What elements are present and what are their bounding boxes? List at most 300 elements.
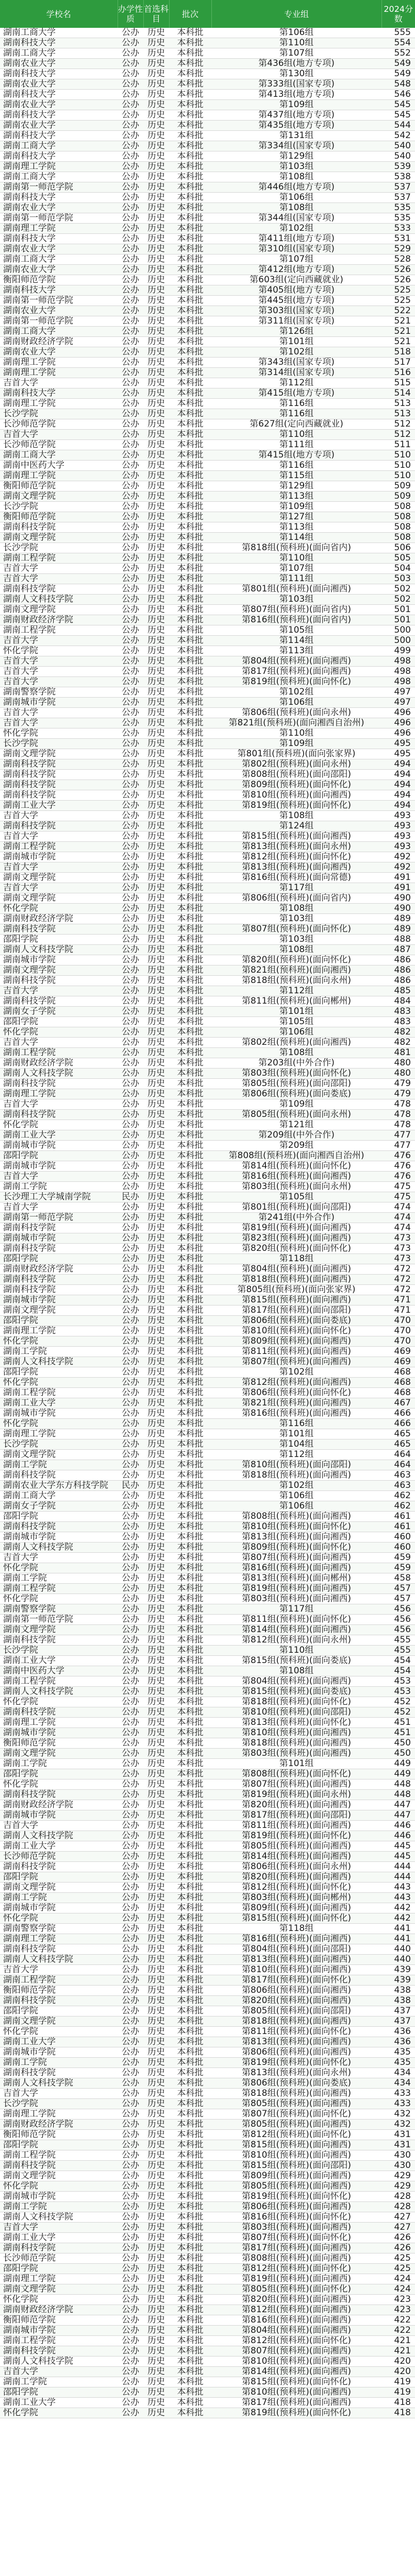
cell-nature: 公办 [118,2099,143,2109]
cell-subject: 历史 [143,842,169,852]
cell-school: 吉首大学 [0,1038,118,1048]
cell-score: 499 [381,646,415,656]
cell-nature: 公办 [118,1388,143,1398]
cell-batch: 本科批 [169,1759,211,1769]
cell-nature: 公办 [118,1151,143,1161]
cell-subject: 历史 [143,1769,169,1780]
cell-score: 480 [381,1058,415,1069]
cell-school: 湖南科技学院 [0,1244,118,1254]
cell-score: 552 [381,48,415,59]
cell-school: 湖南工程学院 [0,1584,118,1594]
cell-score: 503 [381,574,415,584]
table-row [0,2305,415,2315]
cell-score: 477 [381,1130,415,1141]
table-row [0,1357,415,1367]
cell-school: 湖南城市学院 [0,1728,118,1738]
table-row [0,38,415,48]
cell-batch: 本科批 [169,2089,211,2099]
cell-nature: 公办 [118,1687,143,1697]
cell-batch: 本科批 [169,1151,211,1161]
cell-batch: 本科批 [169,1934,211,1944]
cell-subject: 历史 [143,1893,169,1903]
cell-major-group: 第437组(地方专项) [211,110,381,121]
cell-subject: 历史 [143,1244,169,1254]
cell-score: 495 [381,749,415,759]
table-row [0,265,415,275]
cell-batch: 本科批 [169,1295,211,1306]
cell-major-group: 第819组(预科班)(面向怀化) [211,1831,381,1841]
cell-nature: 公办 [118,584,143,595]
cell-nature: 公办 [118,1862,143,1872]
cell-batch: 本科批 [169,873,211,883]
cell-school: 湖南女子学院 [0,1501,118,1512]
table-row [0,1769,415,1780]
cell-batch: 本科批 [169,1965,211,1975]
table-row [0,1831,415,1841]
cell-major-group: 第105组 [211,1192,381,1202]
cell-nature: 公办 [118,388,143,399]
cell-batch: 本科批 [169,1336,211,1347]
cell-batch: 本科批 [169,708,211,718]
cell-batch: 本科批 [169,1306,211,1316]
cell-score: 525 [381,296,415,306]
cell-subject: 历史 [143,718,169,728]
cell-nature: 公办 [118,1264,143,1275]
cell-batch: 本科批 [169,1275,211,1285]
cell-major-group: 第805组(预科班)(面向张家界) [211,1285,381,1295]
cell-major-group: 第809组(预科班)(面向湘西) [211,2171,381,2181]
table-row [0,1275,415,1285]
cell-school: 湖南文理学院 [0,965,118,976]
cell-nature: 公办 [118,1316,143,1326]
cell-subject: 历史 [143,296,169,306]
cell-batch: 本科批 [169,2027,211,2037]
cell-score: 489 [381,924,415,935]
cell-score: 498 [381,667,415,677]
cell-batch: 本科批 [169,615,211,625]
cell-score: 464 [381,1450,415,1460]
cell-school: 湖南财政经济学院 [0,1800,118,1810]
cell-school: 湖南科技学院 [0,1223,118,1233]
cell-nature: 公办 [118,2305,143,2315]
cell-score: 533 [381,224,415,234]
cell-subject: 历史 [143,244,169,255]
table-row [0,28,415,38]
cell-batch: 本科批 [169,358,211,368]
table-row [0,1470,415,1481]
cell-batch: 本科批 [169,2357,211,2367]
cell-nature: 公办 [118,1038,143,1048]
cell-subject: 历史 [143,2037,169,2047]
cell-school: 湖南理工学院 [0,1429,118,1439]
cell-nature: 公办 [118,1470,143,1481]
cell-subject: 历史 [143,1378,169,1388]
cell-score: 446 [381,1831,415,1841]
cell-school: 湖南工程学院 [0,1048,118,1058]
cell-score: 455 [381,1635,415,1646]
cell-subject: 历史 [143,1934,169,1944]
cell-nature: 公办 [118,759,143,770]
cell-school: 湖南城市学院 [0,1532,118,1543]
table-row [0,625,415,636]
cell-batch: 本科批 [169,1120,211,1130]
cell-major-group: 第105组 [211,1017,381,1027]
cell-school: 湖南科技学院 [0,522,118,533]
cell-score: 423 [381,2305,415,2315]
cell-batch: 本科批 [169,1635,211,1646]
table-row [0,306,415,316]
cell-batch: 本科批 [169,2099,211,2109]
table-row [0,1625,415,1635]
cell-major-group: 第814组(预科班)(面向湘西) [211,1852,381,1862]
cell-subject: 历史 [143,2295,169,2305]
cell-school: 湖南理工学院 [0,471,118,481]
cell-batch: 本科批 [169,141,211,151]
cell-subject: 历史 [143,1306,169,1316]
cell-major-group: 第436组(地方专项) [211,59,381,69]
cell-score: 511 [381,440,415,450]
table-row [0,1202,415,1213]
cell-subject: 历史 [143,2027,169,2037]
cell-batch: 本科批 [169,1038,211,1048]
cell-subject: 历史 [143,1161,169,1172]
cell-school: 湖南人文科技学院 [0,1543,118,1553]
cell-major-group: 第808组(预科班)(面向怀化) [211,1769,381,1780]
cell-nature: 公办 [118,2346,143,2357]
cell-school: 邵阳学院 [0,2006,118,2016]
cell-subject: 历史 [143,708,169,718]
cell-nature: 公办 [118,2016,143,2027]
cell-school: 邵阳学院 [0,935,118,945]
cell-score: 496 [381,718,415,728]
table-row [0,574,415,584]
cell-school: 湖南农业大学 [0,79,118,90]
cell-score: 479 [381,1079,415,1089]
cell-subject: 历史 [143,1532,169,1543]
cell-subject: 历史 [143,605,169,615]
table-row [0,615,415,625]
table-row [0,224,415,234]
cell-batch: 本科批 [169,440,211,450]
cell-score: 525 [381,285,415,296]
cell-score: 481 [381,1048,415,1058]
cell-subject: 历史 [143,1120,169,1130]
cell-batch: 本科批 [169,646,211,656]
cell-batch: 本科批 [169,1913,211,1924]
cell-batch: 本科批 [169,151,211,162]
cell-batch: 本科批 [169,1955,211,1965]
table-row [0,1893,415,1903]
cell-batch: 本科批 [169,234,211,244]
cell-major-group: 第802组(预科班)(面向湘西) [211,1038,381,1048]
cell-batch: 本科批 [169,296,211,306]
cell-score: 521 [381,327,415,337]
cell-major-group: 第106组 [211,1027,381,1038]
cell-major-group: 第804组(预科班)(面向湘西) [211,2326,381,2336]
cell-major-group: 第814组(预科班)(面向湘西) [211,2367,381,2377]
cell-batch: 本科批 [169,739,211,749]
table-row [0,90,415,100]
cell-subject: 历史 [143,121,169,131]
cell-school: 湖南农业大学 [0,121,118,131]
cell-school: 湖南科技学院 [0,821,118,832]
cell-nature: 公办 [118,1244,143,1254]
cell-major-group: 第815组(预科班)(面向湘西) [211,1295,381,1306]
cell-major-group: 第108组 [211,904,381,914]
cell-subject: 历史 [143,1069,169,1079]
cell-school: 湖南科技学院 [0,2243,118,2253]
cell-batch: 本科批 [169,790,211,801]
cell-nature: 公办 [118,368,143,378]
cell-batch: 本科批 [169,1944,211,1955]
cell-school: 怀化学院 [0,1697,118,1707]
cell-score: 418 [381,2408,415,2418]
cell-batch: 本科批 [169,388,211,399]
cell-nature: 公办 [118,2243,143,2253]
cell-nature: 公办 [118,1563,143,1573]
cell-subject: 历史 [143,1831,169,1841]
cell-score: 510 [381,461,415,471]
cell-nature: 公办 [118,69,143,79]
cell-school: 湖南工学院 [0,1893,118,1903]
cell-score: 506 [381,543,415,553]
cell-score: 494 [381,801,415,811]
cell-score: 445 [381,1852,415,1862]
table-row [0,1120,415,1130]
table-row [0,1738,415,1749]
cell-nature: 公办 [118,512,143,522]
cell-score: 436 [381,2027,415,2037]
cell-subject: 历史 [143,1172,169,1182]
cell-subject: 历史 [143,2181,169,2192]
cell-school: 吉首大学 [0,677,118,687]
cell-school: 湖南农业大学东方科技学院 [0,1481,118,1491]
cell-major-group: 第819组(预科班)(面向湘西) [211,1584,381,1594]
cell-subject: 历史 [143,450,169,461]
cell-score: 422 [381,2315,415,2326]
cell-score: 497 [381,698,415,708]
cell-school: 湖南工业大学 [0,1656,118,1666]
cell-batch: 本科批 [169,1419,211,1429]
cell-nature: 公办 [118,2377,143,2387]
cell-subject: 历史 [143,1233,169,1244]
cell-major-group: 第810组(预科班)(面向邵阳) [211,1707,381,1718]
table-row [0,1439,415,1450]
cell-nature: 公办 [118,1965,143,1975]
cell-batch: 本科批 [169,2295,211,2305]
cell-batch: 本科批 [169,337,211,347]
cell-nature: 公办 [118,1780,143,1790]
cell-school: 长沙学院 [0,2099,118,2109]
cell-major-group: 第109组 [211,502,381,512]
cell-score: 544 [381,121,415,131]
cell-subject: 历史 [143,924,169,935]
cell-major-group: 第117组 [211,1604,381,1615]
cell-subject: 历史 [143,1944,169,1955]
cell-score: 476 [381,1172,415,1182]
cell-subject: 历史 [143,1285,169,1295]
cell-batch: 本科批 [169,1676,211,1687]
cell-nature: 公办 [118,790,143,801]
cell-subject: 历史 [143,2315,169,2326]
cell-score: 448 [381,1780,415,1790]
cell-batch: 本科批 [169,2192,211,2202]
cell-school: 吉首大学 [0,574,118,584]
cell-nature: 公办 [118,306,143,316]
cell-school: 湖南第一师范学院 [0,1213,118,1223]
cell-major-group: 第806组(预科班)(面向湘西) [211,1986,381,1996]
cell-school: 湖南工学院 [0,1759,118,1769]
cell-batch: 本科批 [169,1738,211,1749]
cell-batch: 本科批 [169,1687,211,1697]
cell-batch: 本科批 [169,316,211,327]
cell-school: 湖南工程学院 [0,2336,118,2346]
cell-nature: 公办 [118,1831,143,1841]
cell-major-group: 第819组(预科班)(面向湘西) [211,1223,381,1233]
table-row [0,2140,415,2150]
cell-subject: 历史 [143,1027,169,1038]
cell-major-group: 第333组(国家专项) [211,79,381,90]
cell-subject: 历史 [143,1048,169,1058]
cell-score: 492 [381,862,415,873]
cell-score: 459 [381,1563,415,1573]
cell-batch: 本科批 [169,687,211,698]
cell-subject: 历史 [143,553,169,564]
cell-nature: 公办 [118,1460,143,1470]
table-row [0,2192,415,2202]
cell-score: 471 [381,1306,415,1316]
table-row [0,461,415,471]
cell-major-group: 第814组(预科班)(面向湘西) [211,1625,381,1635]
cell-school: 湖南理工学院 [0,1934,118,1944]
cell-school: 湖南科技学院 [0,1635,118,1646]
cell-major-group: 第110组 [211,728,381,739]
cell-school: 湖南科技学院 [0,584,118,595]
cell-score: 453 [381,1687,415,1697]
cell-batch: 本科批 [169,275,211,285]
table-row [0,1151,415,1161]
cell-major-group: 第810组(预科班)(面向湘西) [211,1965,381,1975]
cell-subject: 历史 [143,275,169,285]
cell-score: 473 [381,1244,415,1254]
cell-school: 湖南理工学院 [0,162,118,172]
cell-nature: 公办 [118,687,143,698]
cell-batch: 本科批 [169,1027,211,1038]
cell-school: 湖南理工学院 [0,368,118,378]
cell-batch: 本科批 [169,1161,211,1172]
table-row [0,1058,415,1069]
cell-subject: 历史 [143,2305,169,2315]
cell-major-group: 第107组 [211,48,381,59]
cell-subject: 历史 [143,378,169,388]
table-row [0,2315,415,2326]
cell-nature: 公办 [118,1728,143,1738]
cell-batch: 本科批 [169,821,211,832]
cell-subject: 历史 [143,1151,169,1161]
cell-score: 463 [381,1481,415,1491]
table-row [0,1409,415,1419]
cell-nature: 公办 [118,1955,143,1965]
cell-batch: 本科批 [169,285,211,296]
cell-batch: 本科批 [169,69,211,79]
cell-school: 怀化学院 [0,1120,118,1130]
cell-school: 怀化学院 [0,1563,118,1573]
cell-school: 湖南理工学院 [0,2274,118,2284]
cell-batch: 本科批 [169,224,211,234]
cell-school: 吉首大学 [0,1553,118,1563]
cell-batch: 本科批 [169,244,211,255]
cell-school: 湖南理工学院 [0,224,118,234]
table-row [0,1491,415,1501]
cell-batch: 本科批 [169,1924,211,1934]
cell-school: 湖南人文科技学院 [0,2078,118,2089]
cell-score: 537 [381,182,415,193]
cell-nature: 公办 [118,2284,143,2295]
cell-major-group: 第103组 [211,162,381,172]
cell-subject: 历史 [143,759,169,770]
cell-batch: 本科批 [169,1099,211,1110]
cell-major-group: 第813组(预科班)(面向湘西) [211,1955,381,1965]
cell-subject: 历史 [143,1141,169,1151]
cell-major-group: 第446组(地方专项) [211,182,381,193]
cell-subject: 历史 [143,38,169,48]
cell-subject: 历史 [143,1903,169,1913]
cell-school: 怀化学院 [0,1594,118,1604]
cell-score: 431 [381,2140,415,2150]
cell-score: 438 [381,1986,415,1996]
table-row [0,1141,415,1151]
cell-major-group: 第124组 [211,821,381,832]
cell-nature: 公办 [118,110,143,121]
cell-score: 505 [381,553,415,564]
cell-school: 湖南财政经济学院 [0,2120,118,2130]
cell-major-group: 第116组 [211,409,381,419]
cell-nature: 公办 [118,1326,143,1336]
cell-score: 493 [381,811,415,821]
cell-subject: 历史 [143,2264,169,2274]
cell-batch: 本科批 [169,1409,211,1419]
cell-major-group: 第806组(预科班)(面向省内) [211,893,381,904]
cell-subject: 历史 [143,893,169,904]
cell-school: 湖南科技学院 [0,2068,118,2078]
cell-nature: 公办 [118,327,143,337]
cell-school: 怀化学院 [0,1419,118,1429]
table-row [0,801,415,811]
cell-subject: 历史 [143,945,169,955]
cell-nature: 公办 [118,2264,143,2274]
cell-nature: 公办 [118,224,143,234]
cell-batch: 本科批 [169,2315,211,2326]
cell-nature: 公办 [118,1223,143,1233]
cell-major-group: 第816组(预科班)(面向怀化) [211,2212,381,2223]
cell-subject: 历史 [143,337,169,347]
cell-major-group: 第815组(预科班)(面向怀化) [211,2377,381,2387]
cell-school: 湖南人文科技学院 [0,1069,118,1079]
table-row [0,728,415,739]
table-row [0,1944,415,1955]
cell-subject: 历史 [143,1553,169,1563]
cell-batch: 本科批 [169,2130,211,2140]
table-row [0,1728,415,1738]
cell-nature: 公办 [118,2120,143,2130]
cell-nature: 公办 [118,2274,143,2284]
cell-subject: 历史 [143,388,169,399]
cell-school: 吉首大学 [0,1965,118,1975]
table-row [0,285,415,296]
table-row [0,605,415,615]
cell-score: 549 [381,59,415,69]
cell-subject: 历史 [143,646,169,656]
